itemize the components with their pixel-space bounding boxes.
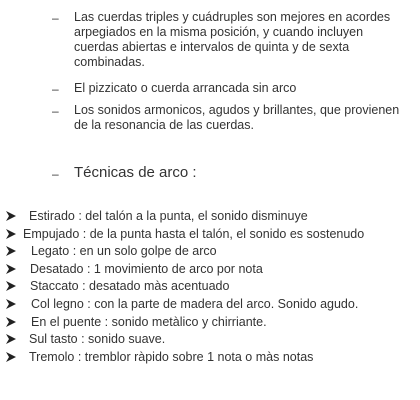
- arrow-item-text: Col legno : con la parte de madera del arco. Sonido agudo.: [31, 296, 359, 311]
- dash-bullet: –: [52, 82, 59, 96]
- arrow-item-text: Sul tasto : sonido suave.: [29, 332, 166, 347]
- dash-bullet: –: [52, 11, 59, 25]
- heading-text: Técnicas de arco :: [74, 164, 197, 181]
- arrow-item: [0, 314, 420, 332]
- arrowhead-bullet-icon: [6, 281, 16, 291]
- arrow-item-text: Estirado : del talón a la punta, el sonido disminuye: [29, 209, 308, 223]
- dash-bullet: –: [52, 104, 59, 118]
- arrow-item: [0, 331, 420, 349]
- arrowhead-bullet-icon: [6, 229, 16, 239]
- arrow-item-text: Legato : en un solo golpe de arco: [31, 244, 217, 259]
- arrowhead-bullet-icon: [6, 334, 16, 344]
- arrow-item-text: Empujado : de la punta hasta el talón, el sonido es sostenudo: [23, 226, 365, 241]
- dash-item-text: Las cuerdas triples y cuádruples son mejores en acordes arpegiados en la misma posición, y cuando incluyen cuerdas abiertas e intervalos de quinta y de sexta combinadas.: [74, 10, 391, 69]
- arrowhead-bullet-icon: [6, 352, 16, 362]
- dash-item-text: Los sonidos armonicos, agudos y brillantes, que provienen de la resonancia de las cuerdas.: [74, 103, 400, 132]
- arrow-item: [0, 278, 420, 296]
- arrow-item: [0, 243, 420, 261]
- arrow-item: [0, 349, 420, 367]
- dash-bullet: –: [52, 167, 59, 181]
- arrowhead-bullet-icon: [6, 264, 16, 274]
- arrow-item-text: Tremolo : tremblor ràpido sobre 1 nota o màs notas: [29, 349, 314, 364]
- arrow-item: [0, 208, 420, 226]
- dash-item-text: El pizzicato o cuerda arrancada sin arco: [74, 81, 297, 95]
- arrowhead-bullet-icon: [6, 317, 16, 327]
- arrow-item: [0, 261, 420, 279]
- arrow-item: [0, 226, 420, 244]
- arrow-item-text: Staccato : desatado màs acentuado: [30, 279, 230, 294]
- arrowhead-bullet-icon: [6, 211, 16, 221]
- arrowhead-bullet-icon: [6, 246, 16, 256]
- arrow-item-text: Desatado : 1 movimiento de arco por nota: [30, 261, 263, 276]
- arrow-item: [0, 296, 420, 314]
- arrow-item-text: En el puente : sonido metàlico y chirriante.: [31, 314, 267, 329]
- arrowhead-bullet-icon: [6, 299, 16, 309]
- arrow-list: [0, 208, 420, 366]
